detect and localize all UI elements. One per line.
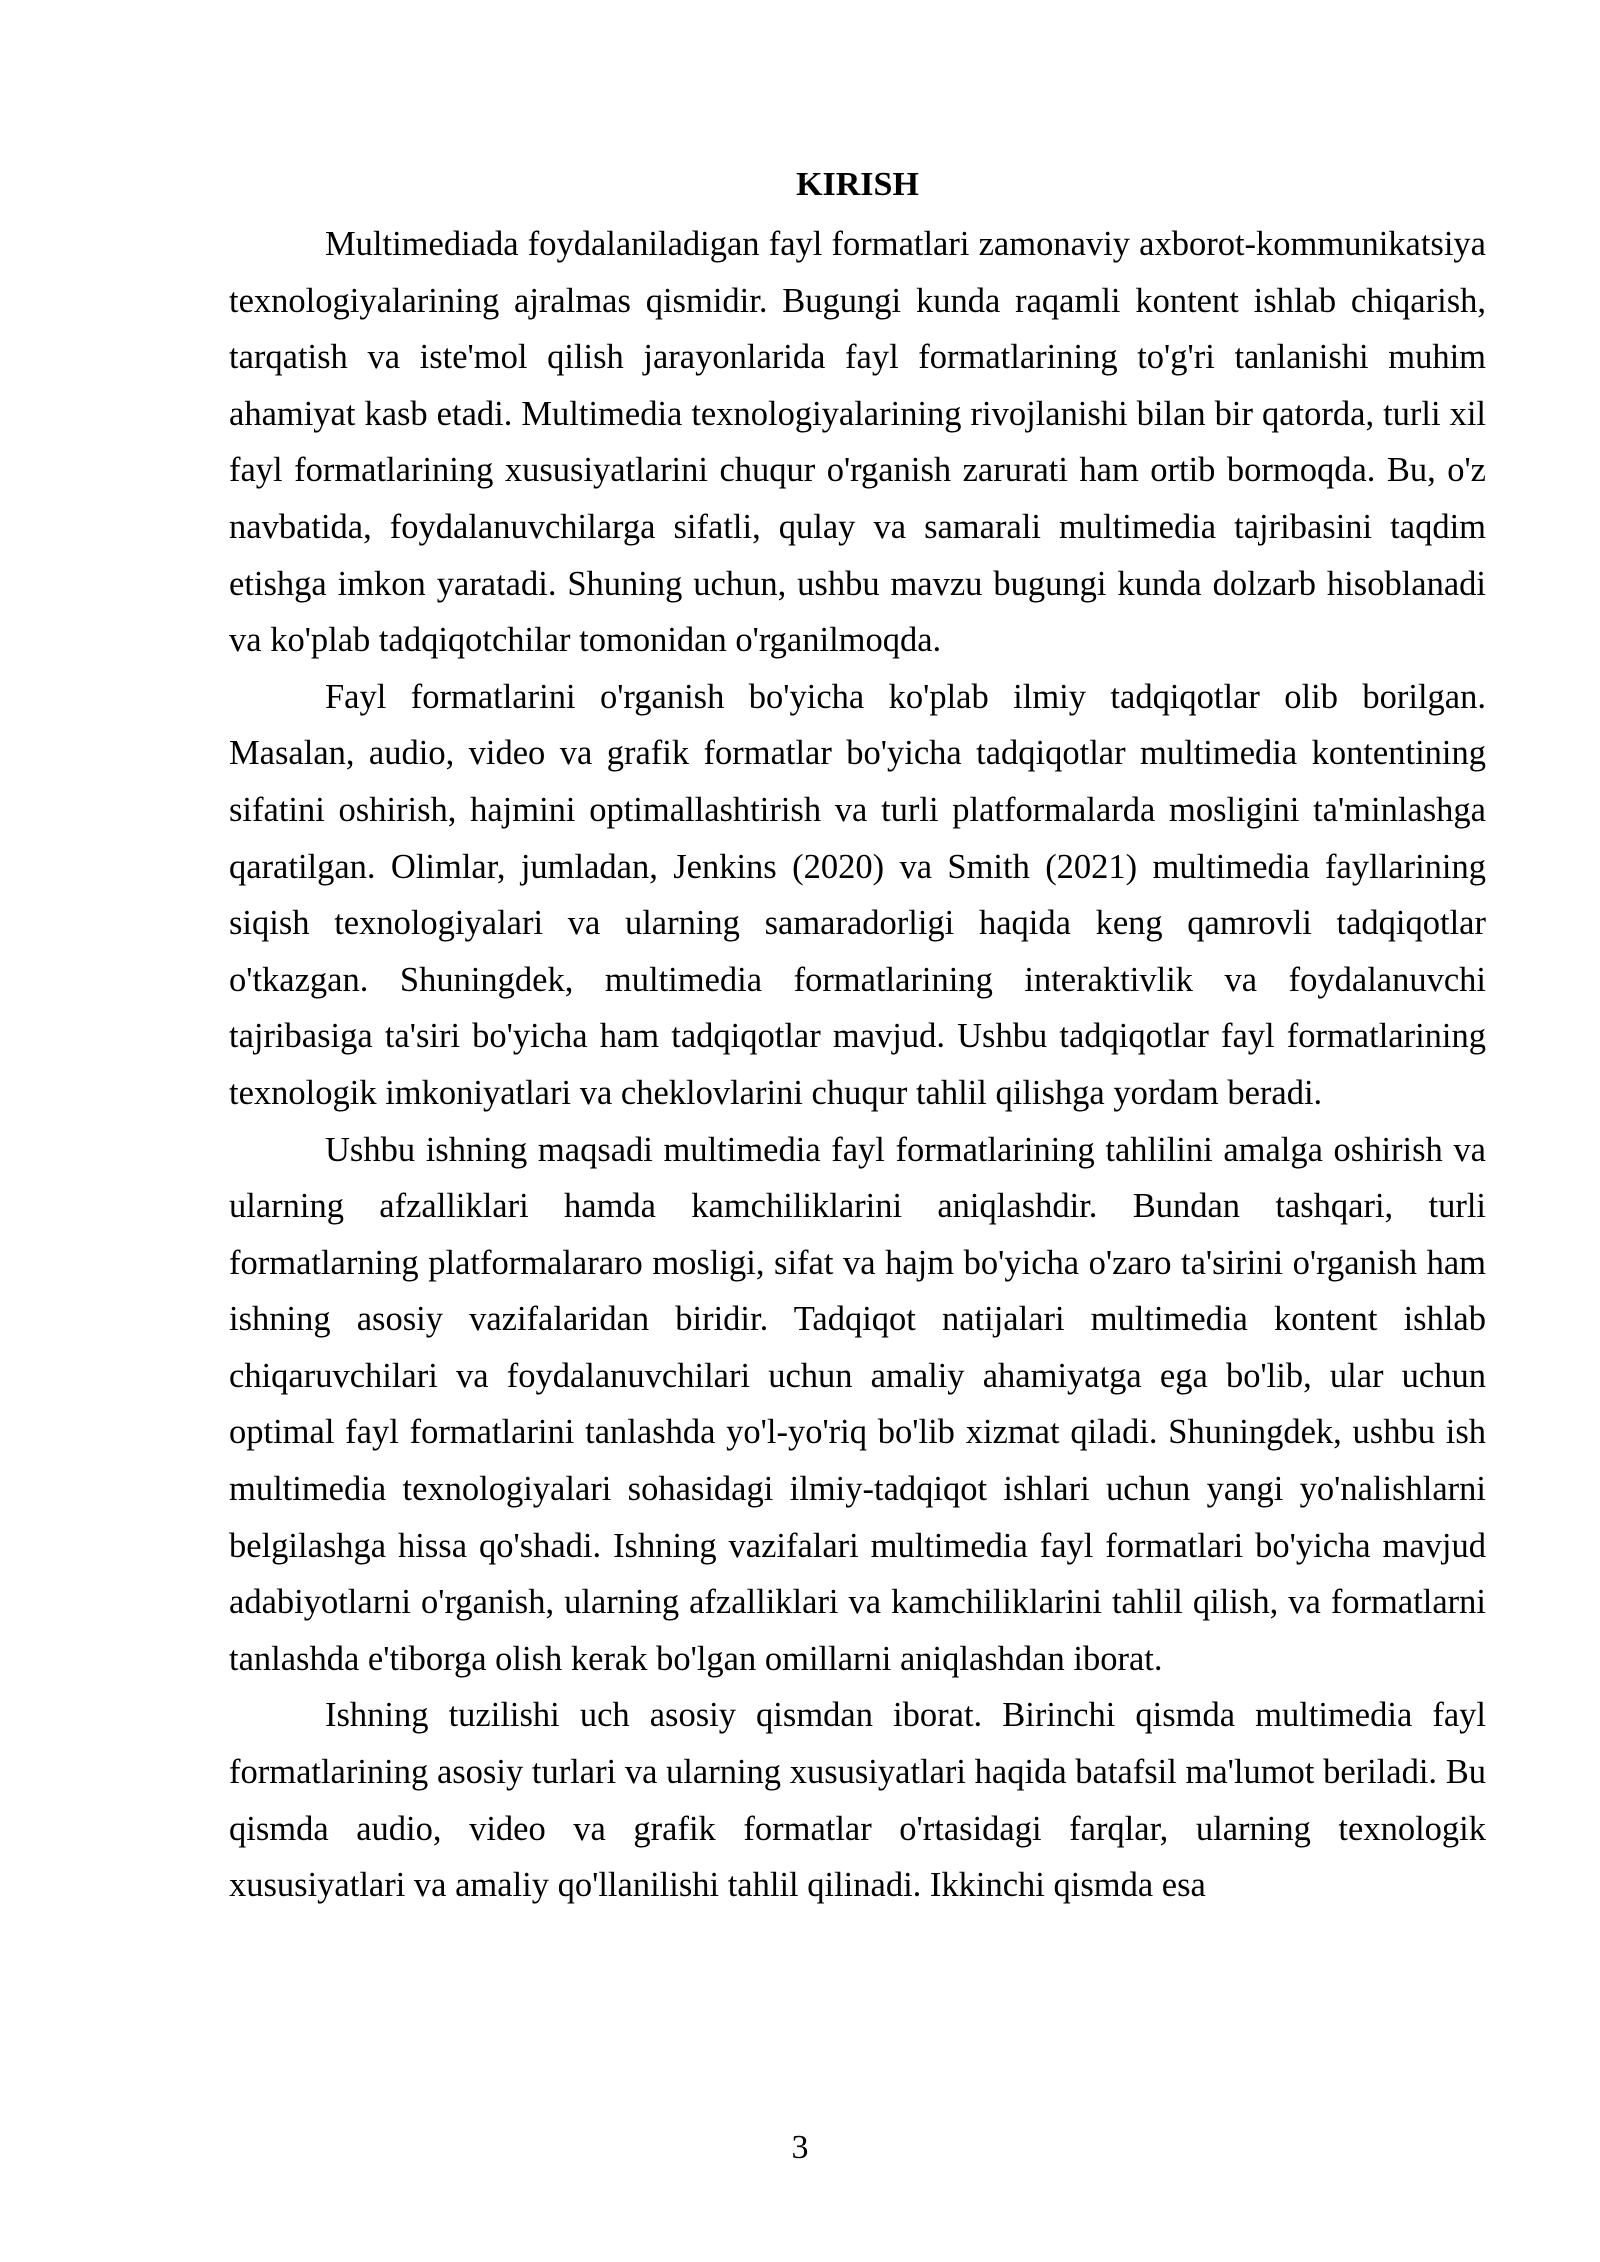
paragraph-4: Ishning tuzilishi uch asosiy qismdan iborat. Birinchi qismda multimedia fayl formatlarining asosiy turlari va ularning xususiyatlari haqida batafsil ma'lumot beriladi. Bu qismda audio, video va grafik formatlar o'rtasidagi farqlar, ularning texnologik xususiyatlari va amaliy qo'llanilishi tahlil qilinadi. Ikkinchi qismda esa [229,1696,1486,1905]
section-title: KIRISH [796,166,919,203]
page-number: 3 [791,2129,809,2166]
paragraph-3: Ushbu ishning maqsadi multimedia fayl formatlarining tahlilini amalga oshirish va ularning afzalliklari hamda kamchiliklarini aniqlashdir. Bundan tashqari, turli formatlarning platformalararo mosligi, sifat va hajm bo'yicha o'zaro ta'sirini o'rganish ham ishning asosiy vazifalaridan biridir. Tadqiqot natijalari multimedia kontent ishlab chiqaruvchilari va foydalanuvchilari uchun amaliy ahamiyatga ega bo'lib, ular uchun optimal fayl formatlarini tanlashda yo'l-yo'riq bo'lib xizmat qiladi. Shuningdek, ushbu ish multimedia texnologiyalari sohasidagi ilmiy-tadqiqot ishlari uchun yangi yo'nalishlarni belgilashga hissa qo'shadi. Ishning vazifalari multimedia fayl formatlari bo'yicha mavjud adabiyotlarni o'rganish, ularning afzalliklari va kamchiliklarini tahlil qilish, va formatlarni tanlashda e'tiborga olish kerak bo'lgan omillarni aniqlashdan iborat. [229,1130,1486,1678]
document-body [229,160,1486,1914]
paragraph-1: Multimediada foydalaniladigan fayl formatlari zamonaviy axborot-kommunikatsiya texnologiyalarining ajralmas qismidir. Bugungi kunda raqamli kontent ishlab chiqarish, tarqatish va iste'mol qilish jarayonlarida fayl formatlarining to'g'ri tanlanishi muhim ahamiyat kasb etadi. Multimedia texnologiyalarining rivojlanishi bilan bir qatorda, turli xil fayl formatlarining xususiyatlarini chuqur o'rganish zarurati ham ortib bormoqda. Bu, o'z navbatida, foydalanuvchilarga sifatli, qulay va samarali multimedia tajribasini taqdim etishga imkon yaratadi. Shuning uchun, ushbu mavzu bugungi kunda dolzarb hisoblanadi va ko'plab tadqiqotchilar tomonidan o'rganilmoqda. [229,225,1486,660]
paragraph-2: Fayl formatlarini o'rganish bo'yicha ko'plab ilmiy tadqiqotlar olib borilgan. Masalan, audio, video va grafik formatlar bo'yicha tadqiqotlar multimedia kontentining sifatini oshirish, hajmini optimallashtirish va turli platformalarda mosligini ta'minlashga qaratilgan. Olimlar, jumladan, Jenkins (2020) va Smith (2021) multimedia fayllarining siqish texnologiyalari va ularning samaradorligi haqida keng qamrovli tadqiqotlar o'tkazgan. Shuningdek, multimedia formatlarining interaktivlik va foydalanuvchi tajribasiga ta'siri bo'yicha ham tadqiqotlar mavjud. Ushbu tadqiqotlar fayl formatlarining texnologik imkoniyatlari va cheklovlarini chuqur tahlil qilishga yordam beradi. [229,677,1486,1112]
